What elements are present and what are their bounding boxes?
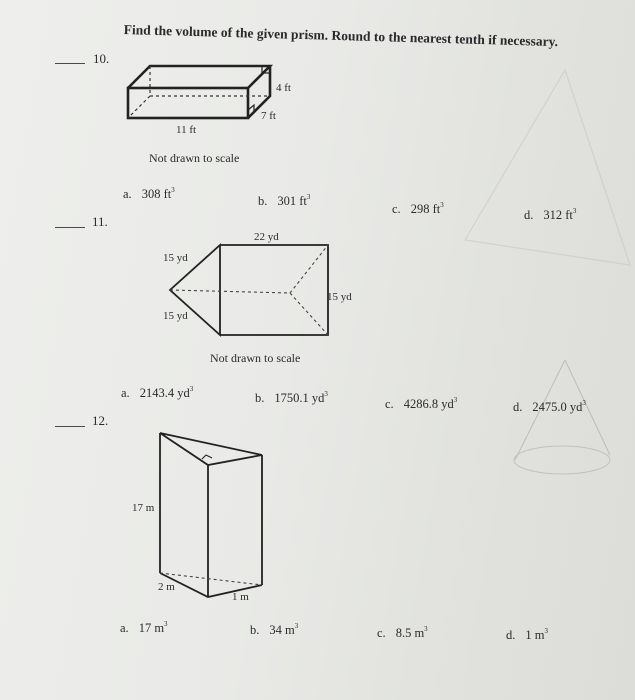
exponent: 3 xyxy=(294,622,299,630)
choice-value: 2143.4 yd xyxy=(139,386,190,400)
exponent: 3 xyxy=(582,399,586,407)
choice-value: 34 m xyxy=(269,623,295,637)
choice-value: 308 ft xyxy=(141,187,172,201)
prism-height-label: 4 ft xyxy=(276,82,291,94)
choice-10c[interactable] xyxy=(392,201,444,217)
prism-width-label-12: 1 m xyxy=(232,591,249,603)
question-number-12: 12. xyxy=(92,413,109,428)
not-to-scale-note-11: Not drawn to scale xyxy=(210,351,301,365)
choice-letter: c. xyxy=(377,626,386,640)
triangle-top-side-label: 15 yd xyxy=(163,252,188,264)
triangle-bottom-side-label: 15 yd xyxy=(163,310,188,322)
prism-height-label-12: 17 m xyxy=(132,502,155,514)
choice-letter: d. xyxy=(524,208,534,222)
choice-12a[interactable] xyxy=(120,620,168,636)
choice-letter: b. xyxy=(250,623,260,637)
choice-value: 1750.1 yd xyxy=(274,391,325,405)
instructions-heading: Find the volume of the given prism. Round to the nearest tenth if necessary. xyxy=(123,22,559,50)
prism-base-label-12: 2 m xyxy=(158,581,175,593)
choice-11a[interactable] xyxy=(121,385,193,401)
choice-letter: a. xyxy=(121,386,130,400)
prism-length-label: 11 ft xyxy=(176,124,197,136)
choice-value: 17 m xyxy=(138,621,165,635)
choice-11b[interactable] xyxy=(255,390,328,406)
question-number-11: 11. xyxy=(92,214,108,229)
choice-value: 301 ft xyxy=(277,194,307,208)
rectangular-prism-figure xyxy=(120,60,280,130)
choice-value: 4286.8 yd xyxy=(403,397,454,411)
choice-10a[interactable] xyxy=(123,186,175,202)
choice-letter: c. xyxy=(385,397,394,411)
triangle-right-side-label: 15 yd xyxy=(327,291,352,303)
choice-value: 1 m xyxy=(525,628,545,642)
choice-letter: c. xyxy=(392,202,401,216)
triangular-prism-length-label: 22 yd xyxy=(254,231,279,243)
choice-letter: d. xyxy=(506,628,516,642)
choice-letter: d. xyxy=(513,400,523,414)
choice-value: 298 ft xyxy=(410,202,441,216)
answer-blank-10[interactable] xyxy=(55,63,85,64)
exponent: 3 xyxy=(324,390,328,398)
exponent: 3 xyxy=(189,385,194,393)
choice-value: 312 ft xyxy=(543,208,573,222)
choice-12c[interactable] xyxy=(377,625,428,641)
prism-depth-label: 7 ft xyxy=(261,110,276,122)
background-pyramid-shadow xyxy=(455,60,635,270)
choice-11d[interactable] xyxy=(513,399,586,415)
choice-10d[interactable] xyxy=(524,207,576,223)
choice-value: 8.5 m xyxy=(395,626,425,640)
choice-10b[interactable] xyxy=(258,193,310,209)
choice-value: 2475.0 yd xyxy=(532,400,583,414)
exponent: 3 xyxy=(453,396,458,404)
exponent: 3 xyxy=(424,625,428,633)
exponent: 3 xyxy=(164,620,168,628)
exponent: 3 xyxy=(440,201,444,209)
exponent: 3 xyxy=(544,627,548,635)
choice-letter: a. xyxy=(123,187,132,201)
exponent: 3 xyxy=(171,186,175,194)
tall-triangular-prism-figure xyxy=(150,425,275,605)
choice-letter: a. xyxy=(120,621,129,635)
choice-letter: b. xyxy=(255,391,265,405)
exponent: 3 xyxy=(572,207,577,215)
choice-letter: b. xyxy=(258,194,268,208)
choice-11c[interactable] xyxy=(385,396,457,412)
answer-blank-12[interactable] xyxy=(55,426,85,427)
exponent: 3 xyxy=(306,193,311,201)
question-number-10: 10. xyxy=(93,51,110,66)
choice-12b[interactable] xyxy=(250,622,298,638)
not-to-scale-note-10: Not drawn to scale xyxy=(149,151,240,165)
choice-12d[interactable] xyxy=(506,627,548,643)
answer-blank-11[interactable] xyxy=(55,227,85,228)
